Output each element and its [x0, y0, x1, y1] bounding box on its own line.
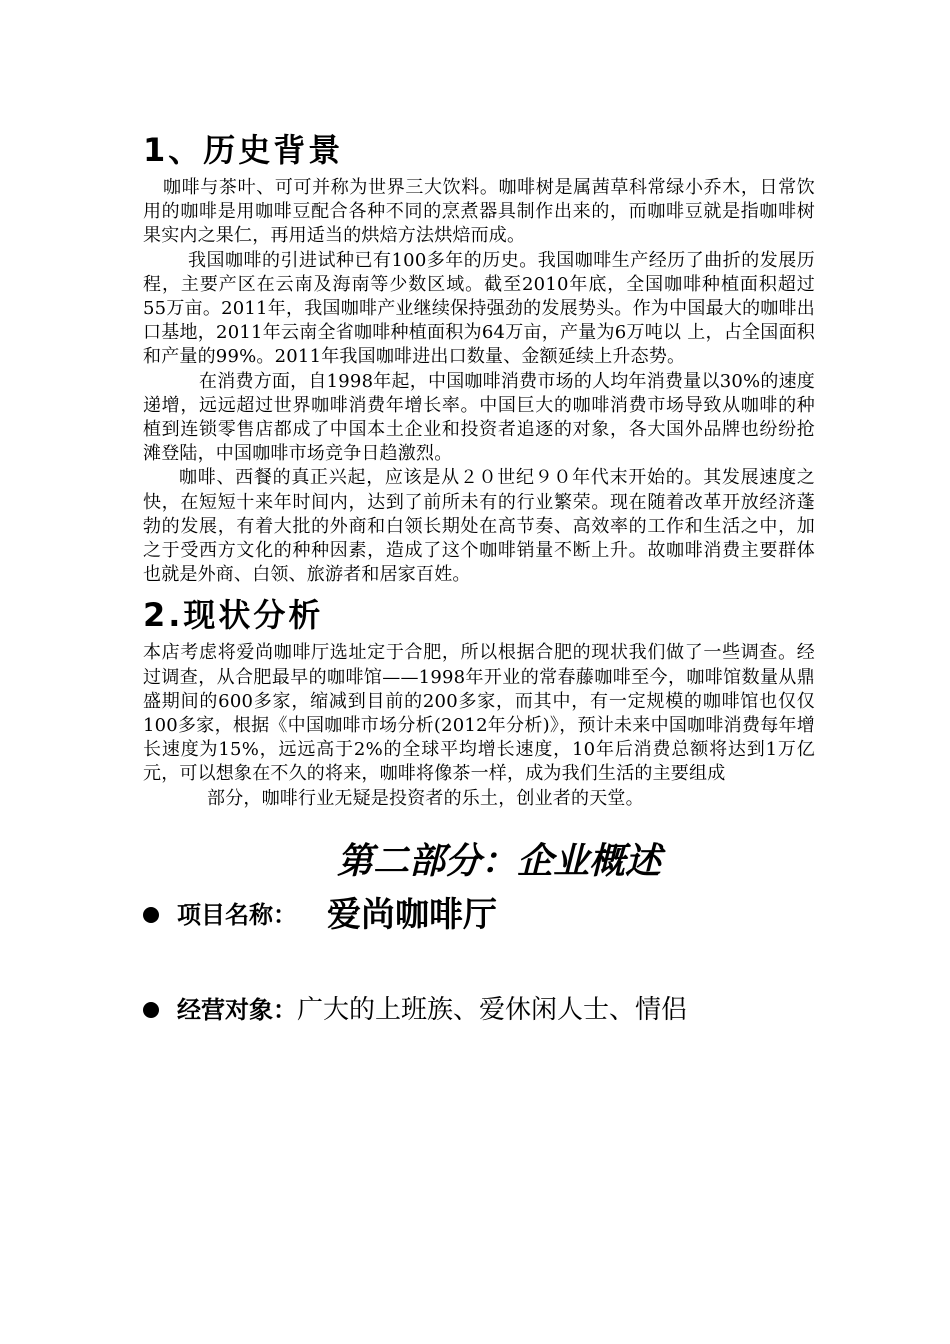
section-1-paragraph-1: 咖啡与茶叶、可可并称为世界三大饮料。咖啡树是属茜草科常绿小乔木，日常饮用的咖啡是用咖啡豆配合各种不同的烹煮器具制作出来的，而咖啡豆就是指咖啡树果实内之果仁，再用适当的烘焙方法烘焙而成。 [143, 177, 815, 247]
document-content [143, 128, 815, 1027]
section-2-paragraph [143, 641, 815, 810]
section-1-paragraph-4: 咖啡、西餐的真正兴起，应该是从２０世纪９０年代末开始的。其发展速度之快，在短短十来年时间内，达到了前所未有的行业繁荣。现在随着改革开放经济蓬勃的发展，有着大批的外商和白领长期处在高节奏、高效率的工作和生活之中，加之于受西方文化的种种因素，造成了这个咖啡销量不断上升。故咖啡消费主要群体也就是外商、白领、旅游者和居家百姓。 [143, 467, 815, 586]
project-name-value: 爱尚咖啡厅 [327, 894, 497, 935]
section-2-paragraph-last-line: 部分，咖啡行业无疑是投资者的乐土，创业者的天堂。 [207, 787, 644, 809]
business-target-value: 广大的上班族、爱休闲人士、情侣 [297, 994, 688, 1025]
section-2-paragraph-body: 本店考虑将爱尚咖啡厅选址定于合肥，所以根据合肥的现状我们做了一些调查。经过调查，从合肥最早的咖啡馆——1998年开业的常春藤咖啡至今，咖啡馆数量从鼎盛期间的600多家，缩减到目前的200多家，而其中，有一定规模的咖啡馆也仅仅100多家，根据《中国咖啡市场分析(2012年分析)》，预计未来中国咖啡消费每年增长速度为15%，远远高于2%的全球平均增长速度，10年后消费总额将达到1万亿元，可以想象在不久的将来，咖啡将像茶一样，成为我们生活的主要组成 [143, 642, 815, 785]
bullet-icon [143, 1002, 159, 1018]
project-name-item [143, 893, 815, 937]
section-2-title: 2.现状分析 [143, 596, 324, 635]
part-2-title: 第二部分：企业概述 [336, 839, 661, 882]
project-name-label: 项目名称： [177, 900, 297, 929]
section-1-paragraph-2: 我国咖啡的引进试种已有100多年的历史。我国咖啡生产经历了曲折的发展历程，主要产区在云南及海南等少数区域。截至2010年底，全国咖啡种植面积超过 55万亩。2011年，我国咖啡产业继续保持强劲的发展势头。作为中国最大的咖啡出口基地，2011年云南全省咖啡种植面积为64万亩，产量为6万吨以 上，占全国面积和产量的99%。2011年我国咖啡进出口数量、金额延续上升态势。 [143, 249, 815, 368]
bullet-icon [143, 907, 159, 923]
section-1-title: 1、历史背景 [143, 131, 344, 169]
section-1-paragraph-3: 在消费方面，自1998年起，中国咖啡消费市场的人均年消费量以30%的速度递增，远远超过世界咖啡消费年增长率。中国巨大的咖啡消费市场导致从咖啡的种 植到连锁零售店都成了中国本土企业和投资者追逐的对象，各大国外品牌也纷纷抢滩登陆，中国咖啡市场竞争日趋激烈。 [143, 370, 815, 465]
business-target-item [143, 993, 815, 1027]
business-target-label: 经营对象： [177, 995, 297, 1024]
